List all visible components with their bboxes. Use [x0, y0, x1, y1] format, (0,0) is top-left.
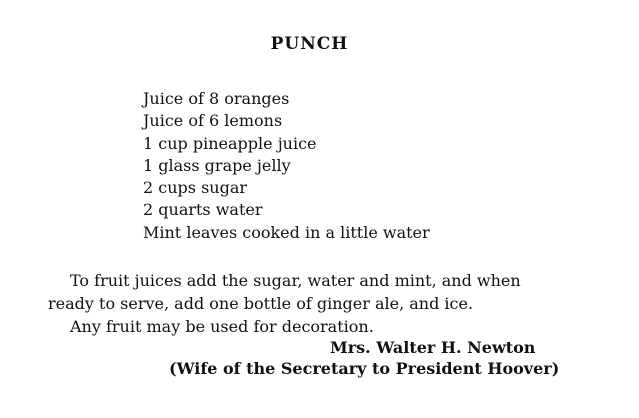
ingredient-item: 1 glass grape jelly [143, 155, 291, 175]
ingredient-item: 2 quarts water [143, 200, 263, 220]
recipe-title: PUNCH [270, 34, 349, 54]
instructions-line-3: Any fruit may be used for decoration. [70, 317, 374, 336]
instructions-line-2: ready to serve, add one bottle of ginger ale, and ice. [48, 294, 474, 313]
contributor-name: Mrs. Walter H. Newton [330, 338, 536, 357]
ingredient-item: Juice of 6 lemons [143, 111, 283, 131]
ingredient-item: Juice of 8 oranges [143, 89, 290, 108]
ingredient-item: 2 cups sugar [143, 178, 248, 198]
contributor-note: (Wife of the Secretary to President Hoover) [169, 359, 560, 378]
ingredient-item: 1 cup pineapple juice [143, 133, 317, 153]
ingredient-list [143, 88, 430, 244]
instructions-line-1: To fruit juices add the sugar, water and mint, and when [70, 271, 521, 290]
ingredient-item: Mint leaves cooked in a little water [143, 222, 430, 242]
